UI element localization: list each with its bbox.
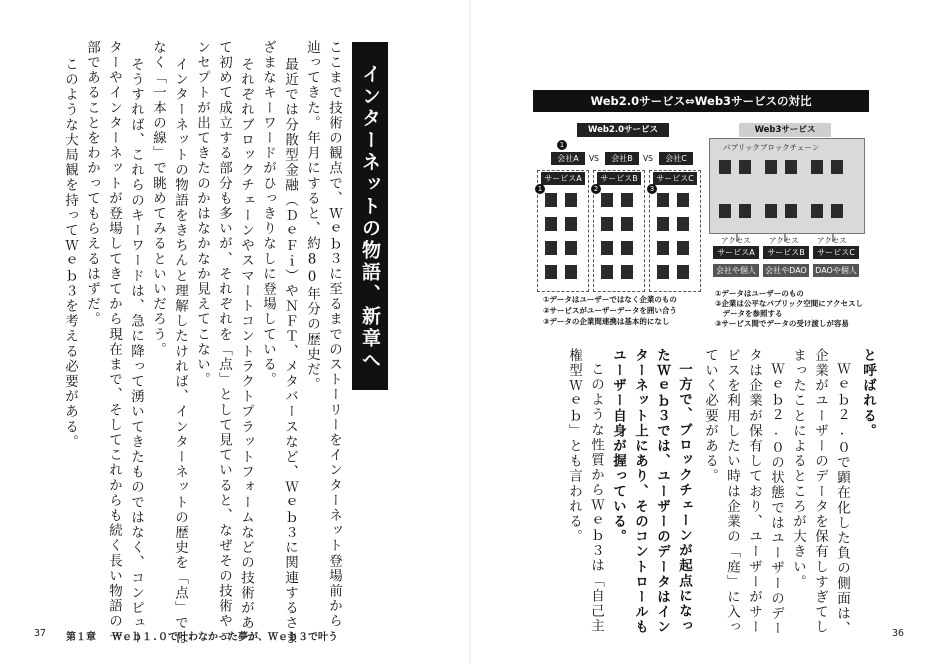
web3-note: ②企業は公平なパブリック空間にアクセスし <box>715 299 864 308</box>
chapter-title: インターネットの物語、新章へ <box>359 64 381 372</box>
right-column-bold: たＷｅｂ３では、ユーザーのデータはイン <box>654 348 670 635</box>
web2-note: ①データはユーザーではなく企業のもの <box>543 295 677 304</box>
marker-2: 2 <box>591 184 601 194</box>
marker-3: 3 <box>647 184 657 194</box>
web3-note: ③サービス間でデータの受け渡しが容易 <box>715 319 849 328</box>
company-a: 会社A <box>551 152 585 165</box>
page-number-right: 36 <box>892 628 905 639</box>
web2-service-c: サービスC <box>653 172 697 185</box>
web3-note: ①データはユーザーのもの <box>715 289 804 298</box>
left-column: ここまで技術の観点で、Ｗｅｂ３に至るまでのストーリーをインターネット登場前から <box>326 40 342 629</box>
left-column: 辿ってきた。年月にすると、約80年分の歴史だ。 <box>304 40 320 393</box>
left-column: て初めて成立する部分も多いが、それぞれを「点」として見ていると、なぜその技術やコ <box>216 40 232 644</box>
left-column: なく「一本の線」で眺めてみるといいだろう。 <box>150 40 166 358</box>
left-column: ざまなキーワードがひっきりなしに登場している。 <box>260 40 276 388</box>
access-label: アクセス <box>769 236 799 245</box>
web3-user-b: 会社やDAO <box>763 264 809 277</box>
web2-service-a: サービスA <box>541 172 585 185</box>
access-label: アクセス <box>817 236 847 245</box>
right-column: 企業がユーザーのデータを保有しすぎてし <box>812 348 828 635</box>
left-column: 部であることをわかってもらえるはずだ。 <box>84 40 100 327</box>
footer-chapter: 第１章 <box>66 632 96 643</box>
web3-note: データを参照する <box>715 309 783 318</box>
vs-label: VS <box>643 154 653 163</box>
web2-label: Web2.0サービス <box>577 123 669 137</box>
left-column: このような大局観を持ってＷｅｂ３を考える必要がある。 <box>62 57 78 450</box>
company-c: 会社C <box>659 152 693 165</box>
web3-service-a: サービスA <box>713 246 759 259</box>
company-b: 会社B <box>605 152 639 165</box>
chapter-title-box <box>352 42 388 390</box>
marker-1: 1 <box>535 184 545 194</box>
right-column: タは企業が保有しており、ユーザーがサー <box>746 348 762 635</box>
left-column: ンセプトが出てきたのかはなかなか見えてこない。 <box>194 40 210 388</box>
right-column: と呼ばれる。 <box>860 348 876 439</box>
left-column: インターネットの物語をきちんと理解したければ、インターネットの歴史を「点」では <box>172 57 188 646</box>
vs-label: VS <box>589 154 599 163</box>
public-chain-label: パブリックブロックチェーン <box>723 143 820 152</box>
right-column: このような性質からＷｅｂ３は「自己主 <box>588 362 604 634</box>
right-column-bold: 一方で、ブロックチェーンが起点になっ <box>676 362 692 634</box>
web3-user-c: DAOや個人 <box>813 264 859 277</box>
right-column: ていく必要がある。 <box>702 348 718 484</box>
diagram-header: Web2.0サービス⇔Web3サービスの対比 <box>533 90 869 112</box>
footer-chapter-title: Ｗｅｂ１.０で叶わなかった夢が、Ｗｅｂ３で叶う <box>112 632 339 643</box>
web3-label: Web3サービス <box>739 123 831 137</box>
web3-service-b: サービスB <box>763 246 809 259</box>
web2-note: ③データの企業間連携は基本的になし <box>543 317 670 326</box>
right-column-bold: ターネット上にあり、そのコントロールも <box>632 348 648 635</box>
right-column: Ｗｅｂ２.０で顕在化した負の側面は、 <box>834 362 850 637</box>
web2-note: ②サービスがユーザーデータを囲い合う <box>543 306 677 315</box>
marker-1: 1 <box>557 140 567 150</box>
web2-service-b: サービスB <box>597 172 641 185</box>
gutter <box>469 0 471 664</box>
page-number-left: 37 <box>34 628 47 639</box>
right-column-bold: ユーザー自身が握っている。 <box>610 348 626 545</box>
right-column: まったことによるところが大きい。 <box>790 348 806 590</box>
right-column: ビスを利用したい時は企業の「庭」に入っ <box>724 348 740 635</box>
comparison-diagram <box>533 90 869 330</box>
left-column: それぞれブロックチェーンやスマートコントラクトプラットフォームなどの技術があっ <box>238 57 254 646</box>
right-column: 権型Ｗｅｂ」とも言われる。 <box>566 348 582 545</box>
web3-user-a: 会社や個人 <box>713 264 759 277</box>
left-column: 最近では分散型金融（ＤｅＦｉ）やＮＦＴ、メタバースなど、Ｗｅｂ３に関連するさま <box>282 57 298 646</box>
web3-service-c: サービスC <box>813 246 859 259</box>
access-label: アクセス <box>721 236 751 245</box>
left-column: そうすれば、これらのキーワードは、急に降って湧いてきたものではなく、コンピュー <box>128 57 144 646</box>
right-column: Ｗｅｂ２.０の状態ではユーザーのデー <box>768 362 784 637</box>
left-column: ターやインターネットが登場してきてから現在まで、そしてこれからも続く長い物語の一 <box>106 40 122 644</box>
